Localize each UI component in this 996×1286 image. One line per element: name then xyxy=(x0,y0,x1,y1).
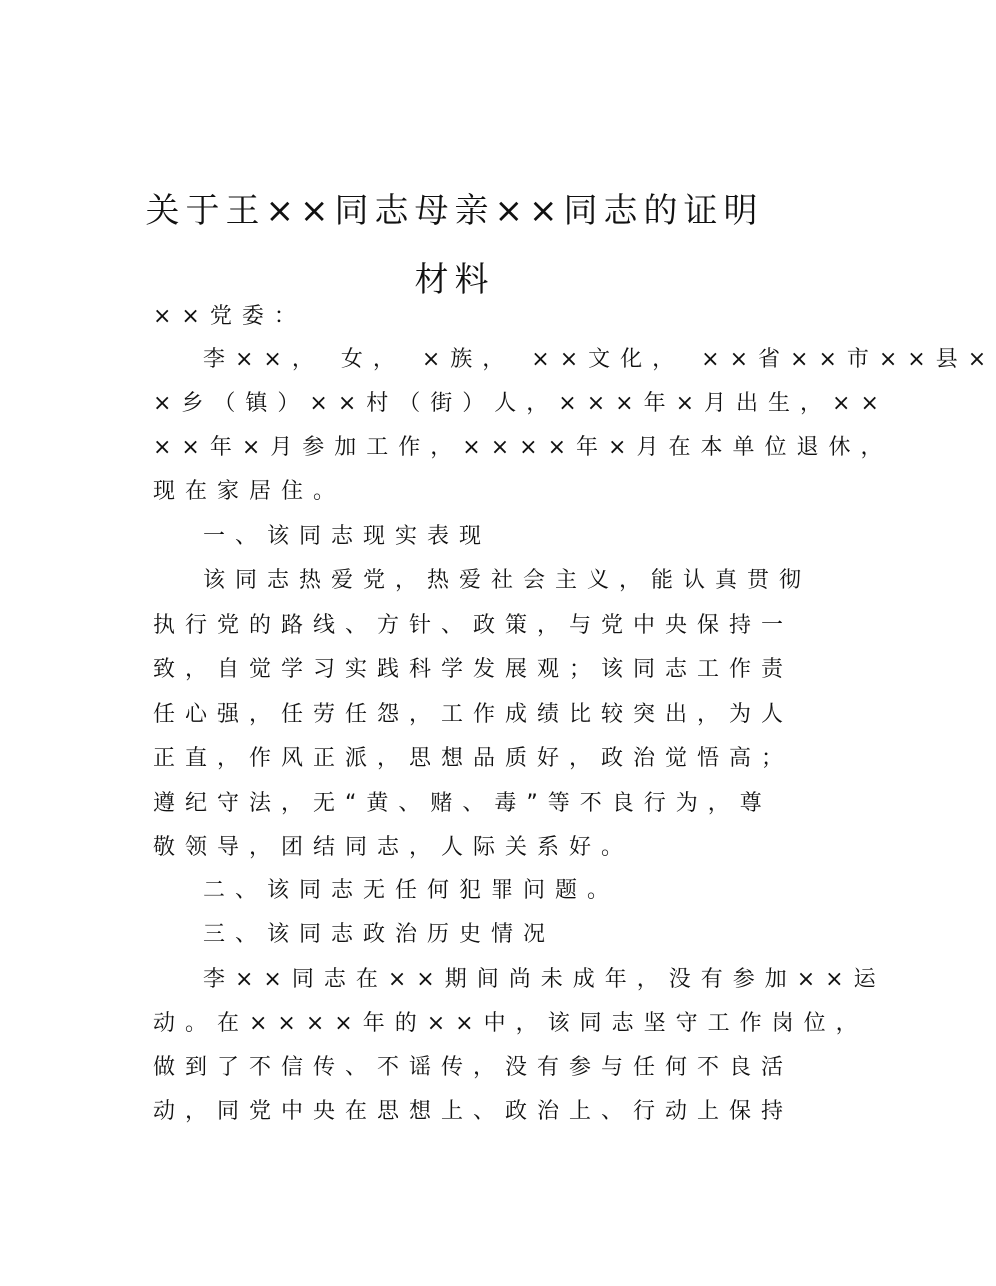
body-line: 李××同志在××期间尚未成年，没有参加××运 xyxy=(203,967,886,992)
document-title-line-1: 关于王××同志母亲××同志的证明 xyxy=(145,191,764,231)
body-line: 动。在××××年的××中，该同志坚守工作岗位， xyxy=(153,1011,868,1036)
section-heading-2: 二、该同志无任何犯罪问题。 xyxy=(203,878,620,903)
body-line: 致，自觉学习实践科学发展观；该同志工作责 xyxy=(153,657,794,682)
body-line: 该同志热爱党，热爱社会主义，能认真贯彻 xyxy=(203,568,812,593)
body-line: ×乡（镇）××村（街）人，×××年×月出生，×× xyxy=(153,391,889,416)
body-line: ××年×月参加工作，××××年×月在本单位退休， xyxy=(153,435,893,460)
body-line: 执行党的路线、方针、政策，与党中央保持一 xyxy=(153,613,794,638)
salutation: ××党委： xyxy=(153,304,306,329)
body-line: 动，同党中央在思想上、政治上、行动上保持 xyxy=(153,1099,794,1124)
document-title-line-2: 材料 xyxy=(414,260,495,300)
section-heading-3: 三、该同志政治历史情况 xyxy=(203,922,556,947)
body-line: 敬领导，团结同志，人际关系好。 xyxy=(153,835,634,860)
body-line: 正直，作风正派，思想品质好，政治觉悟高； xyxy=(153,746,794,771)
body-line: 遵纪守法，无“黄、赌、毒”等不良行为，尊 xyxy=(153,791,772,816)
section-heading-1: 一、该同志现实表现 xyxy=(203,524,492,549)
body-line: 李××， 女， ×族， ××文化， ××省××市××县× xyxy=(203,347,996,372)
body-line: 现在家居住。 xyxy=(153,479,346,504)
body-line: 做到了不信传、不谣传，没有参与任何不良活 xyxy=(153,1055,794,1080)
body-line: 任心强，任劳任怨，工作成绩比较突出，为人 xyxy=(153,702,794,727)
